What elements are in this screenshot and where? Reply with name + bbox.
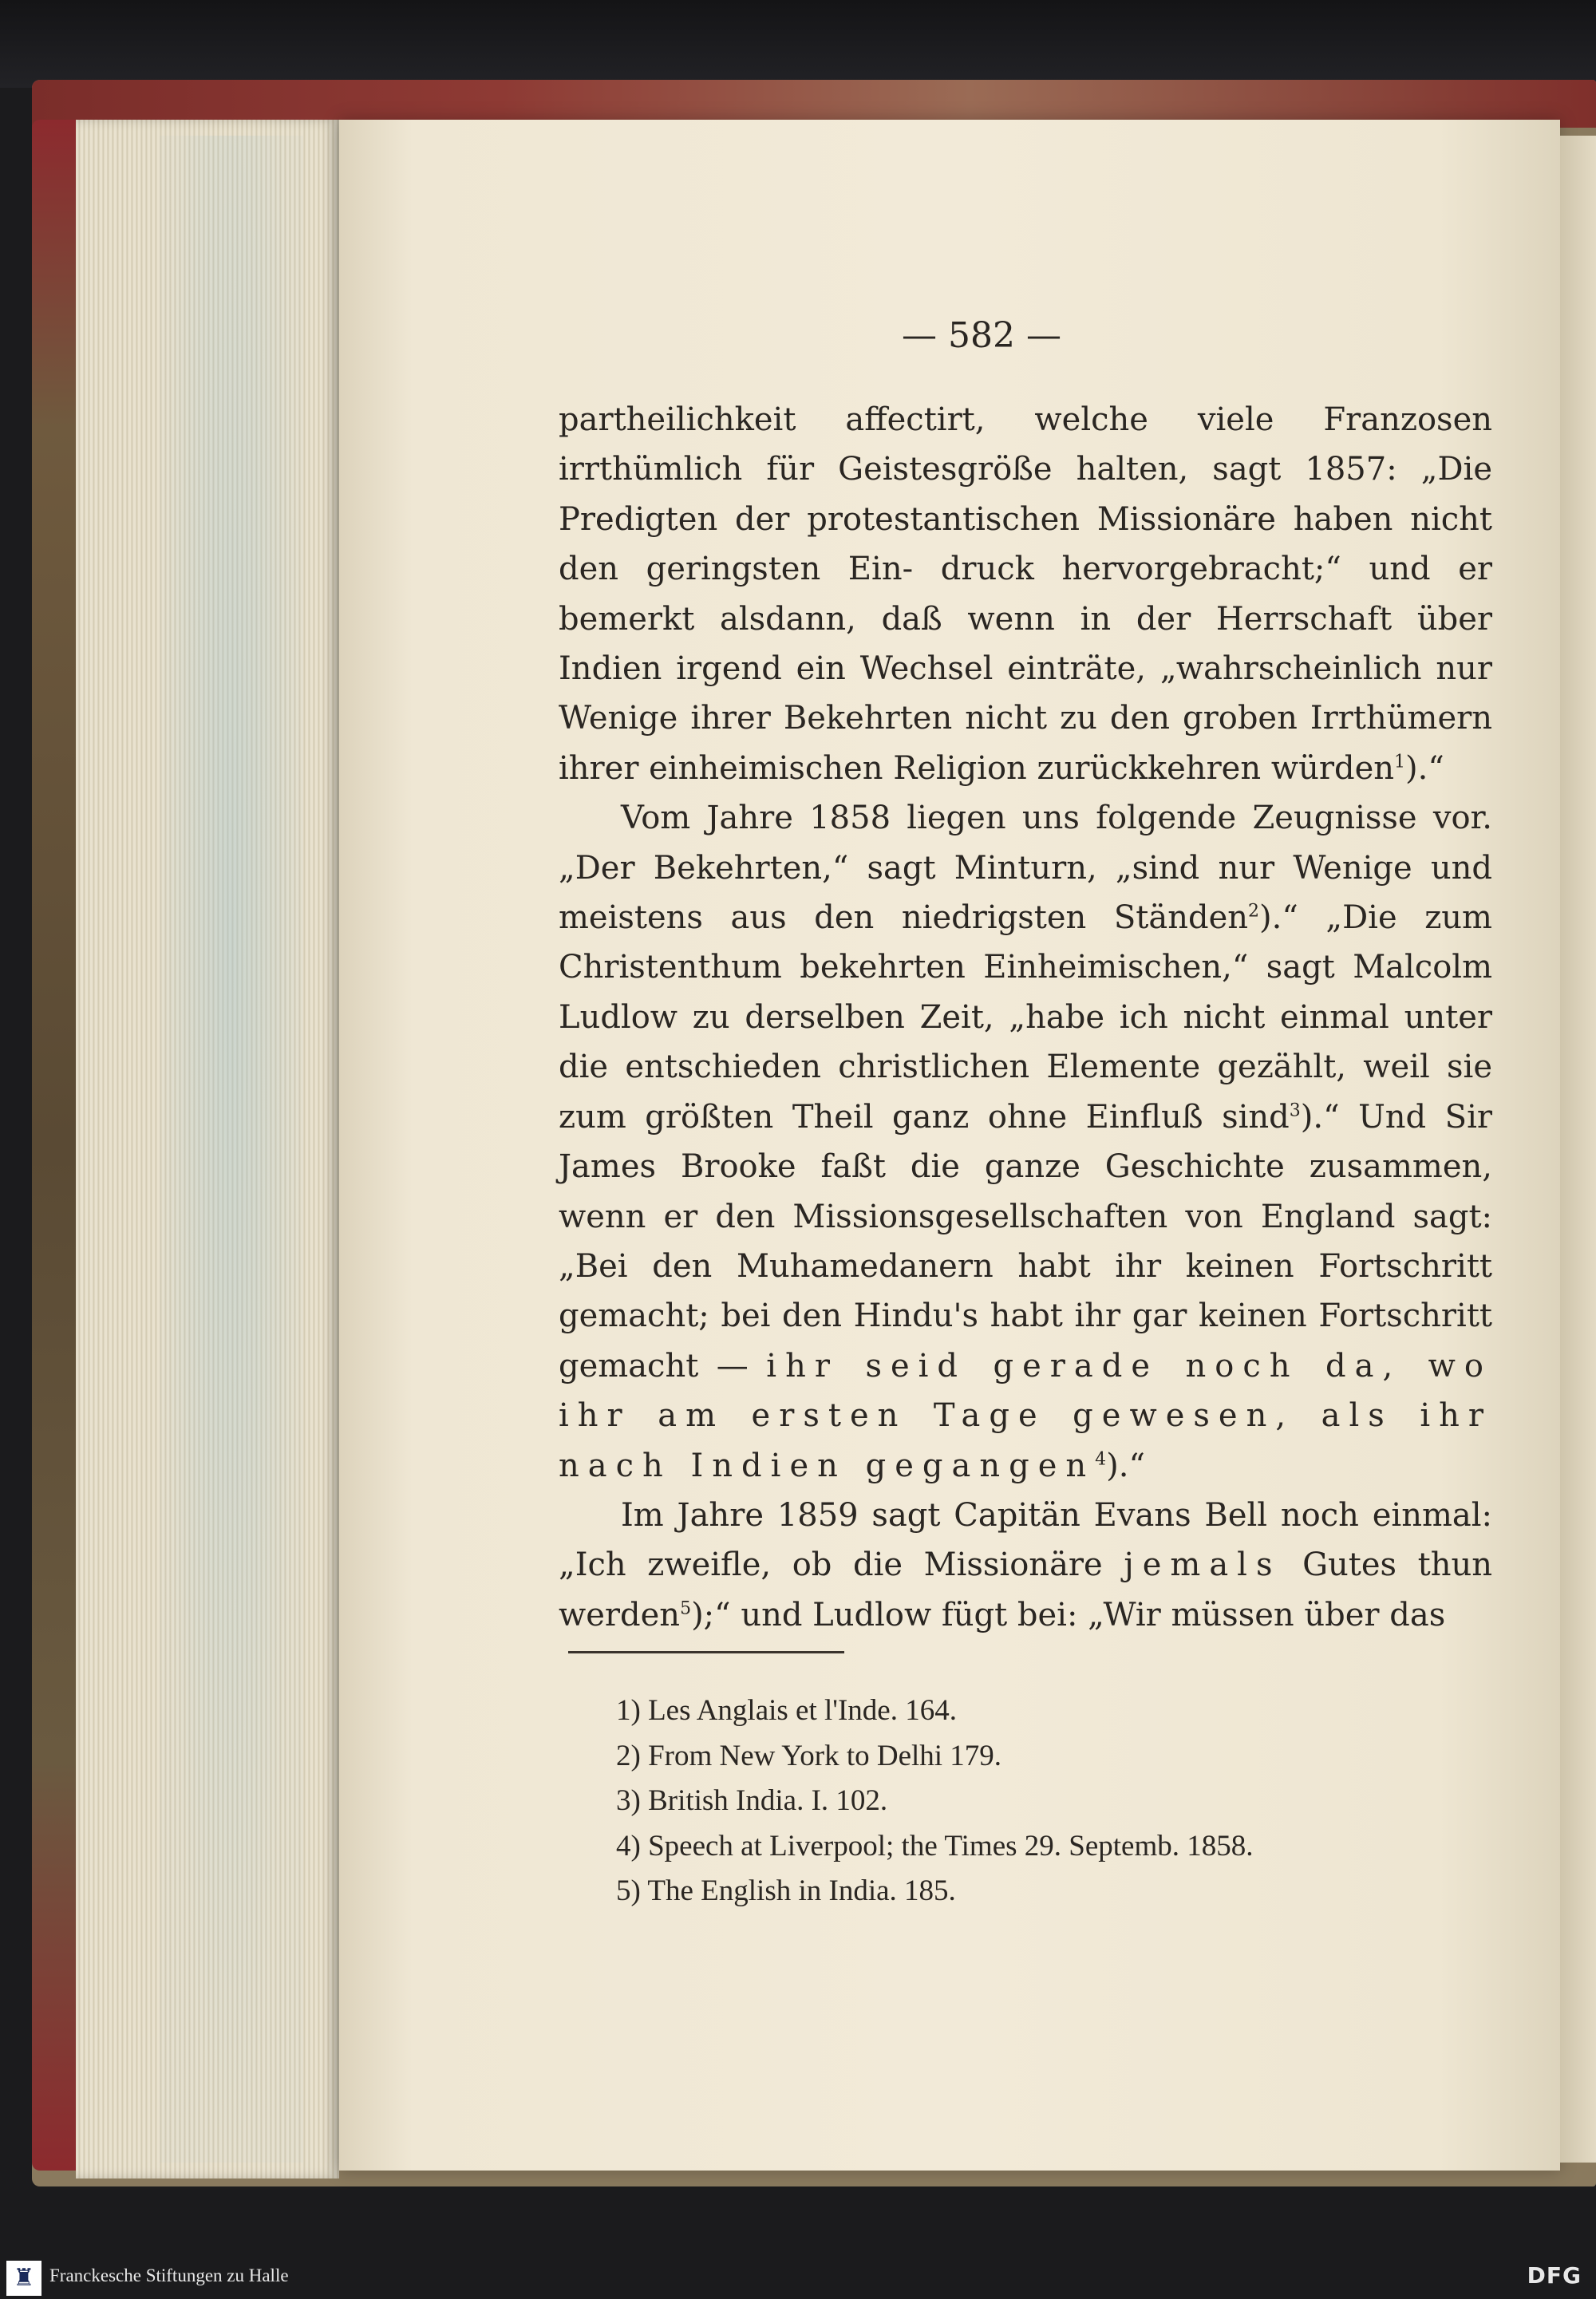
footnote: 3) British India. I. 102. <box>616 1784 888 1817</box>
text-run: Vom Jahre 1858 liegen uns folgende Zeugnisse vor. „Der Bekehrten,“ sagt Minturn, „sind nur Wenige und meistens aus den niedrigsten Ständen <box>559 800 1492 937</box>
text-line: protestantischen Missionäre haben nicht den geringsten Ein- <box>559 500 1492 588</box>
footnote: 5) The English in India. 185. <box>616 1874 956 1907</box>
footnotes-list <box>616 1689 1454 1914</box>
footnote: 1) Les Anglais et l'Inde. 164. <box>616 1694 957 1727</box>
footnote: 4) Speech at Liverpool; the Times 29. Septemb. 1858. <box>616 1829 1254 1863</box>
scan-background <box>0 0 1596 88</box>
dfg-logo: DFG <box>1527 2262 1582 2289</box>
paragraph-1 <box>559 395 1492 793</box>
footnote-ref: 5 <box>680 1598 692 1619</box>
text-line: druck hervorgebracht;“ und er bemerkt alsdann, daß wenn <box>559 551 1492 638</box>
footnote: 2) From New York to Delhi 179. <box>616 1739 1002 1772</box>
footnote-divider <box>568 1651 844 1653</box>
institution-logo-icon: ♜ <box>6 2261 41 2296</box>
page-edge-marbling <box>160 136 303 2163</box>
text-line: in der Herrschaft über Indien irgend ein Wechsel einträte, <box>559 600 1492 688</box>
main-text <box>559 395 1492 1640</box>
paragraph-2 <box>559 793 1492 1491</box>
footnote-ref: 3 <box>1289 1100 1301 1121</box>
text-run: ).“ <box>1405 749 1444 787</box>
text-run: );“ und Ludlow fügt bei: „Wir müssen über das <box>691 1596 1446 1633</box>
text-line: für Geistesgröße halten, sagt 1857: „Die Predigten der <box>559 451 1492 538</box>
footnote-ref: 4 <box>1095 1449 1107 1470</box>
text-run: ).“ Und Sir James Brooke faßt die ganze Geschichte zusammen, wenn er den Missionsgesellschaften von England sagt: „Bei den Muhamedanern habt ihr keinen Fortschritt gemacht; bei den Hindu's habt ihr gar keinen Fortschritt gemacht — <box>559 1098 1492 1385</box>
text-run: ).“ „Die zum Christenthum bekehrten Einheimischen,“ sagt Malcolm Ludlow zu derselben Zeit, „habe ich nicht einmal unter die entschieden christlichen Elemente gezählt, weil sie zum größten Theil ganz ohne Einfluß sind <box>559 899 1492 1136</box>
paragraph-3 <box>559 1491 1492 1640</box>
footnote-ref: 2 <box>1248 901 1260 922</box>
text-line: würden <box>1270 749 1395 787</box>
next-page-edge <box>1560 136 1596 2163</box>
emphasized-text: ihr seid gerade noch da, wo ihr am ersten Tage gewesen, als ihr nach Indien gegangen <box>559 1347 1492 1484</box>
text-run: Gutes thun werden <box>559 1546 1493 1633</box>
text-line: „wahrscheinlich nur Wenige ihrer Bekehrten nicht zu den <box>559 650 1493 737</box>
text-line: partheilichkeit affectirt, welche viele Franzosen irrthümlich <box>559 401 1492 488</box>
cover-spine <box>32 120 80 2171</box>
text-line: groben Irrthümern ihrer einheimischen Religion zurückkehren <box>559 700 1493 787</box>
page-number: — 582 — <box>902 315 1061 356</box>
footnote-ref: 1 <box>1394 752 1406 772</box>
institution-name: Franckesche Stiftungen zu Halle <box>49 2265 289 2285</box>
text-run: ).“ <box>1106 1447 1145 1484</box>
text-run: Im Jahre 1859 sagt Capitän Evans Bell noch einmal: „Ich zweifle, ob die Missionäre <box>559 1496 1492 1584</box>
emphasized-text: jemals <box>1124 1546 1282 1584</box>
